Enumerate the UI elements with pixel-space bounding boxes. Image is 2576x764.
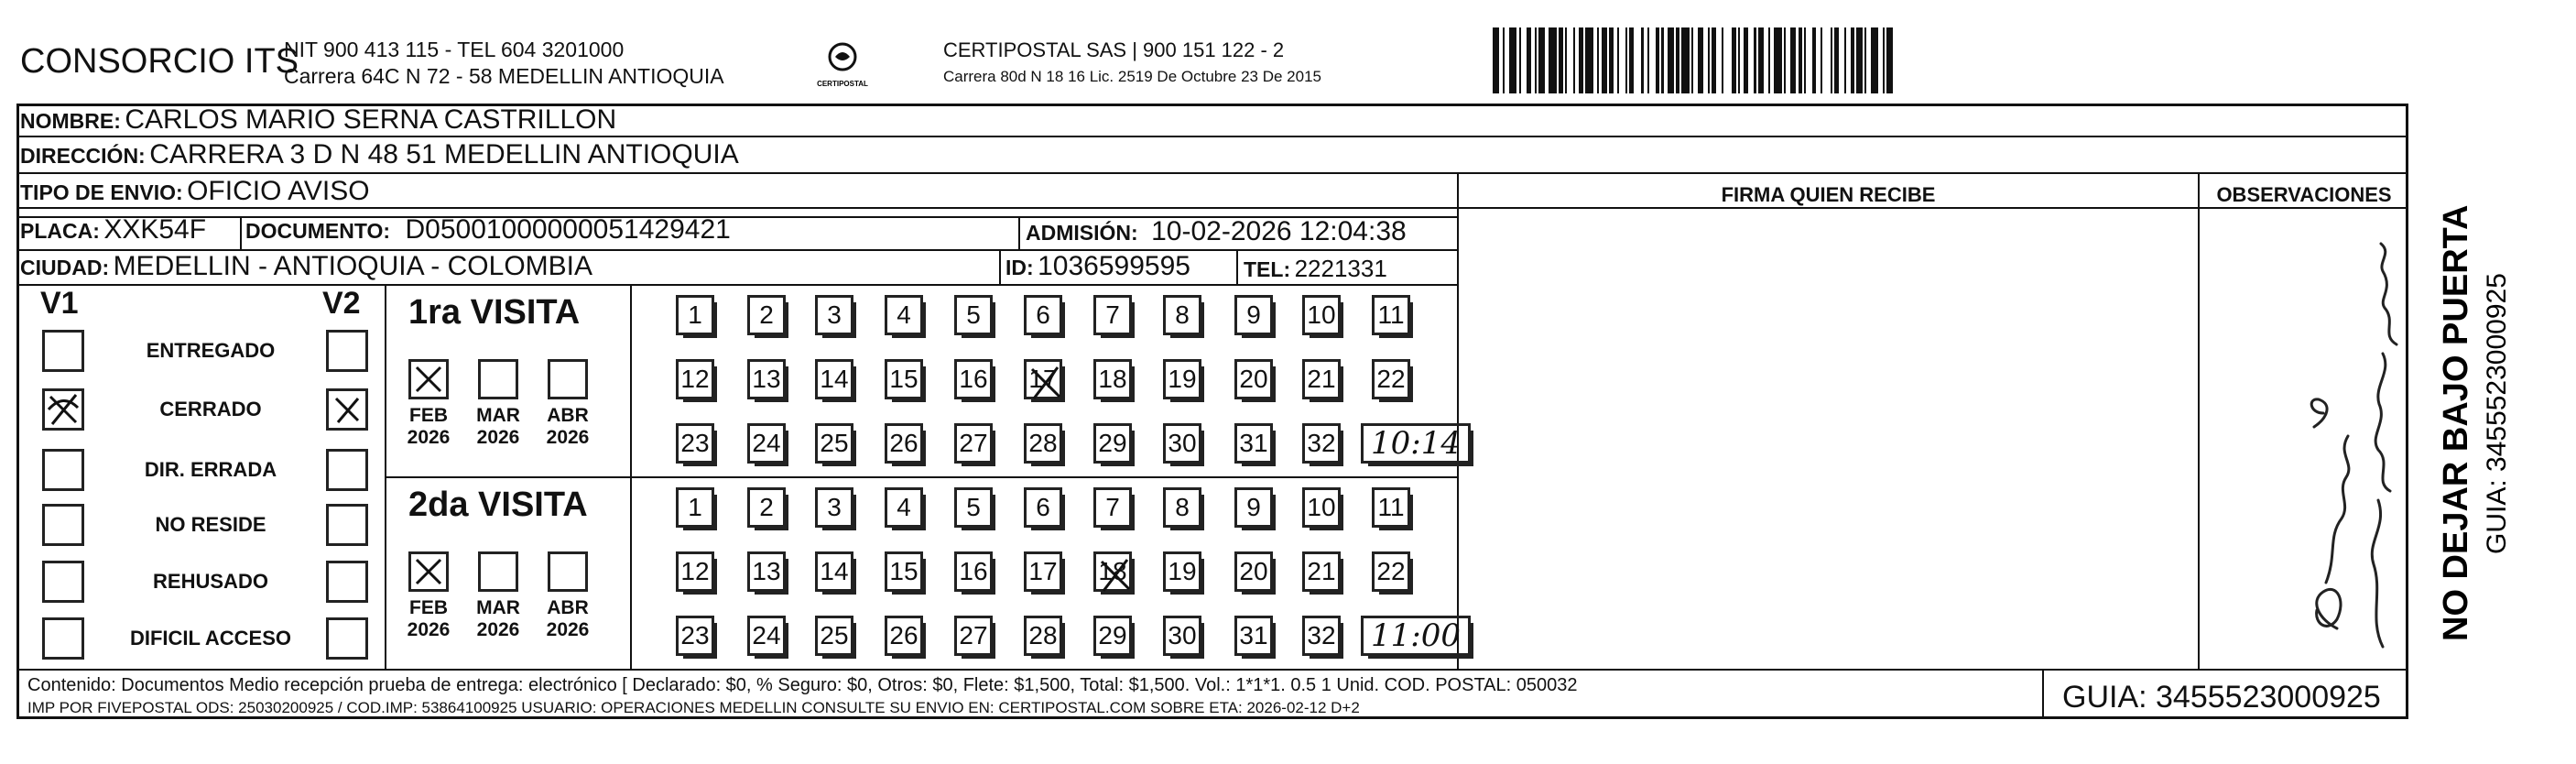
day-number: 23	[680, 429, 710, 457]
day-cell-22[interactable]	[1372, 359, 1410, 399]
day-cell-6[interactable]	[1024, 295, 1062, 335]
day-cell-28[interactable]	[1024, 423, 1062, 464]
month-name: MAR	[476, 405, 520, 426]
id-value: 1036599595	[1038, 251, 1190, 281]
v1-label: V1	[40, 286, 79, 321]
day-cell-14[interactable]	[815, 359, 853, 399]
month-checkbox-mar[interactable]	[478, 551, 518, 592]
company-address: Carrera 64C N 72 - 58 MEDELLIN ANTIOQUIA	[284, 64, 724, 88]
footer-contenido: Contenido: Documentos Medio recepción prueba de entrega: electrónico [ Declarado: $0, % Seguro: $0, Otros: $0, Flete: $1,500, Total: $1,500. Vol.: 1*1*1. 0.5 1 Unid. COD. POSTAL: 050032	[27, 675, 1578, 695]
day-number: 29	[1098, 621, 1127, 649]
day-cell-28[interactable]	[1024, 616, 1062, 656]
v2-checkbox-5[interactable]	[326, 561, 368, 603]
visit-time-2[interactable]	[1361, 616, 1471, 656]
day-cell-32[interactable]	[1302, 616, 1341, 656]
day-number: 1	[688, 300, 702, 329]
barcode-bar	[1856, 27, 1863, 93]
v2-checkbox-6[interactable]	[326, 617, 368, 660]
admision-row	[1026, 216, 1407, 247]
day-number: 28	[1028, 429, 1058, 457]
day-cell-10[interactable]	[1302, 487, 1341, 528]
nit-line: NIT 900 413 115 - TEL 604 3201000	[284, 38, 625, 61]
tel-label: TEL:	[1244, 257, 1291, 281]
day-cell-22[interactable]	[1372, 551, 1410, 592]
v1-checkbox-1[interactable]	[42, 330, 84, 372]
tipo-envio-label: TIPO DE ENVIO:	[20, 180, 183, 204]
day-cell-1[interactable]	[676, 487, 714, 528]
day-number: 28	[1028, 621, 1058, 649]
day-cell-17[interactable]	[1024, 551, 1062, 592]
placa-row	[20, 214, 206, 246]
v1-checkbox-6[interactable]	[42, 617, 84, 660]
day-cell-30[interactable]	[1163, 616, 1201, 656]
v1-checkbox-3[interactable]	[42, 449, 84, 491]
day-cell-25[interactable]	[815, 616, 853, 656]
status-label: NO RESIDE	[155, 513, 266, 536]
day-cell-27[interactable]	[954, 616, 993, 656]
day-number: 16	[959, 365, 988, 393]
direccion-label: DIRECCIÓN:	[20, 144, 146, 168]
day-number: 32	[1307, 621, 1336, 649]
day-number: 15	[889, 557, 918, 585]
barcode-bar	[1509, 27, 1517, 93]
day-number: 5	[966, 300, 981, 329]
day-number: 9	[1246, 300, 1261, 329]
day-number: 30	[1168, 621, 1197, 649]
day-number: 31	[1239, 429, 1268, 457]
day-number: 31	[1239, 621, 1268, 649]
status-label: REHUSADO	[153, 570, 268, 593]
status-label: DIR. ERRADA	[144, 458, 277, 481]
v2-label: V2	[322, 286, 361, 321]
day-cell-14[interactable]	[815, 551, 853, 592]
barcode-bar	[1790, 27, 1797, 93]
day-cell-8[interactable]	[1163, 295, 1201, 335]
v2-checkbox-2[interactable]	[326, 388, 368, 431]
certipostal-address: Carrera 80d N 18 16 Lic. 2519 De Octubre 23 De 2015	[943, 68, 1321, 85]
day-cell-11[interactable]	[1372, 487, 1410, 528]
month-year: 2026	[476, 427, 520, 448]
day-cell-20[interactable]	[1234, 359, 1273, 399]
month-year: 2026	[407, 619, 451, 640]
barcode-gap	[1893, 27, 1897, 93]
barcode-gap	[1723, 27, 1732, 93]
day-number: 6	[1036, 300, 1050, 329]
month-checkbox-mar[interactable]	[478, 359, 518, 399]
documento-label: DOCUMENTO:	[245, 219, 391, 243]
day-cell-2[interactable]	[747, 295, 786, 335]
id-label: ID:	[1005, 256, 1034, 279]
firma-header: FIRMA QUIEN RECIBE	[1721, 183, 1936, 206]
company-name: CONSORCIO ITS	[20, 42, 299, 81]
day-number: 30	[1168, 429, 1197, 457]
day-cell-13[interactable]	[747, 551, 786, 592]
day-mark	[1096, 554, 1135, 595]
barcode-gap	[1634, 27, 1642, 93]
side-guia: GUIA: 3455523000925	[2482, 273, 2512, 554]
day-number: 25	[820, 429, 849, 457]
day-cell-10[interactable]	[1302, 295, 1341, 335]
day-cell-31[interactable]	[1234, 616, 1273, 656]
barcode-bar	[1871, 27, 1879, 93]
day-number: 20	[1239, 365, 1268, 393]
day-number: 9	[1246, 493, 1261, 521]
barcode-bar	[1668, 27, 1674, 93]
visit-title-1: 1ra VISITA	[408, 293, 581, 332]
visit-time-value: 11:00	[1371, 617, 1461, 654]
tel-value: 2221331	[1294, 255, 1387, 282]
direccion-value: CARRERA 3 D N 48 51 MEDELLIN ANTIOQUIA	[149, 139, 739, 169]
observaciones-header: OBSERVACIONES	[2216, 183, 2392, 206]
v1-checkbox-5[interactable]	[42, 561, 84, 603]
v1-checkbox-4[interactable]	[42, 504, 84, 546]
day-number: 24	[752, 429, 781, 457]
documento-value: D05001000000051429421	[405, 214, 731, 245]
day-cell-17[interactable]	[1024, 359, 1062, 399]
status-label: ENTREGADO	[146, 339, 276, 362]
month-name: MAR	[476, 597, 520, 618]
day-cell-18[interactable]	[1093, 551, 1132, 592]
day-number: 14	[820, 365, 849, 393]
day-number: 32	[1307, 429, 1336, 457]
status-label: CERRADO	[159, 398, 262, 420]
day-number: 21	[1307, 365, 1336, 393]
day-number: 4	[897, 493, 911, 521]
observaciones-area	[2200, 216, 2408, 669]
day-number: 18	[1098, 557, 1127, 585]
day-number: 21	[1307, 557, 1336, 585]
barcode	[1493, 27, 2225, 93]
visit-time-1[interactable]	[1361, 423, 1471, 464]
day-cell-32[interactable]	[1302, 423, 1341, 464]
day-cell-26[interactable]	[885, 423, 923, 464]
barcode-bar	[1698, 27, 1704, 93]
day-number: 23	[680, 621, 710, 649]
day-cell-11[interactable]	[1372, 295, 1410, 335]
day-number: 7	[1105, 300, 1120, 329]
day-number: 27	[959, 429, 988, 457]
day-cell-16[interactable]	[954, 359, 993, 399]
ciudad-row	[20, 251, 592, 282]
day-cell-9[interactable]	[1234, 487, 1273, 528]
no-dejar-bajo-puerta: NO DEJAR BAJO PUERTA	[2437, 204, 2475, 641]
barcode-bar	[1886, 27, 1893, 93]
day-cell-18[interactable]	[1093, 359, 1132, 399]
day-cell-12[interactable]	[676, 359, 714, 399]
day-cell-19[interactable]	[1163, 359, 1201, 399]
day-number: 20	[1239, 557, 1268, 585]
nombre-label: NOMBRE:	[20, 109, 121, 133]
day-cell-5[interactable]	[954, 295, 993, 335]
month-checkbox-abr[interactable]	[548, 359, 588, 399]
day-cell-24[interactable]	[747, 423, 786, 464]
month-name: ABR	[547, 405, 589, 426]
month-checkbox-abr[interactable]	[548, 551, 588, 592]
day-cell-23[interactable]	[676, 616, 714, 656]
barcode-gap	[1716, 27, 1723, 93]
barcode-gap	[1806, 27, 1812, 93]
day-cell-5[interactable]	[954, 487, 993, 528]
day-cell-29[interactable]	[1093, 423, 1132, 464]
v2-checkbox-1[interactable]	[326, 330, 368, 372]
barcode-gap	[1521, 27, 1527, 93]
day-cell-6[interactable]	[1024, 487, 1062, 528]
day-cell-13[interactable]	[747, 359, 786, 399]
day-number: 7	[1105, 493, 1120, 521]
day-number: 16	[959, 557, 988, 585]
barcode-bar	[1681, 27, 1690, 93]
day-number: 3	[827, 300, 842, 329]
certipostal-info	[943, 37, 1321, 90]
day-number: 8	[1175, 300, 1190, 329]
barcode-gap	[1619, 27, 1625, 93]
month-label	[397, 405, 460, 449]
admision-value: 10-02-2026 12:04:38	[1151, 216, 1407, 246]
day-cell-27[interactable]	[954, 423, 993, 464]
day-number: 18	[1098, 365, 1127, 393]
tipo-envio-value: OFICIO AVISO	[187, 176, 370, 206]
month-label	[537, 405, 599, 449]
barcode-bar	[1585, 27, 1593, 93]
barcode-gap	[1748, 27, 1755, 93]
visit-title-2: 2da VISITA	[408, 486, 588, 524]
month-checkbox-feb[interactable]	[408, 551, 449, 592]
placa-label: PLACA:	[20, 219, 100, 243]
month-name: ABR	[547, 597, 589, 618]
month-label	[397, 597, 460, 641]
day-cell-3[interactable]	[815, 487, 853, 528]
side-panel	[2419, 133, 2538, 646]
v2-checkbox-4[interactable]	[326, 504, 368, 546]
day-mark	[1027, 362, 1065, 402]
day-number: 12	[680, 557, 710, 585]
day-number: 13	[752, 365, 781, 393]
day-cell-9[interactable]	[1234, 295, 1273, 335]
day-cell-3[interactable]	[815, 295, 853, 335]
day-cell-21[interactable]	[1302, 359, 1341, 399]
barcode-gap	[1567, 27, 1573, 93]
day-cell-31[interactable]	[1234, 423, 1273, 464]
day-number: 29	[1098, 429, 1127, 457]
month-label	[467, 597, 529, 641]
logo-text: CERTIPOSTAL	[817, 80, 868, 88]
day-number: 12	[680, 365, 710, 393]
barcode-bar	[1602, 27, 1608, 93]
day-number: 11	[1377, 300, 1405, 329]
status-label: DIFICIL ACCESO	[129, 627, 291, 649]
day-number: 27	[959, 621, 988, 649]
month-label	[537, 597, 599, 641]
day-number: 6	[1036, 493, 1050, 521]
month-name: FEB	[409, 405, 448, 426]
tel-row	[1244, 255, 1387, 283]
day-number: 17	[1028, 557, 1058, 585]
day-number: 4	[897, 300, 911, 329]
day-cell-30[interactable]	[1163, 423, 1201, 464]
documento-row	[245, 214, 731, 246]
day-number: 22	[1376, 557, 1406, 585]
day-number: 19	[1168, 365, 1197, 393]
day-number: 17	[1028, 365, 1058, 393]
day-number: 3	[827, 493, 842, 521]
barcode-gap	[1839, 27, 1845, 93]
barcode-bar	[1549, 27, 1557, 93]
day-cell-24[interactable]	[747, 616, 786, 656]
nombre-value: CARLOS MARIO SERNA CASTRILLON	[125, 104, 617, 135]
barcode-bar	[1758, 27, 1765, 93]
day-cell-4[interactable]	[885, 487, 923, 528]
day-cell-20[interactable]	[1234, 551, 1273, 592]
day-number: 19	[1168, 557, 1197, 585]
day-number: 26	[889, 429, 918, 457]
day-cell-4[interactable]	[885, 295, 923, 335]
day-cell-1[interactable]	[676, 295, 714, 335]
placa-value: XXK54F	[103, 214, 207, 245]
barcode-gap	[1822, 27, 1831, 93]
direccion-row	[20, 139, 739, 170]
day-number: 5	[966, 493, 981, 521]
day-number: 22	[1376, 365, 1406, 393]
day-cell-2[interactable]	[747, 487, 786, 528]
ciudad-value: MEDELLIN - ANTIOQUIA - COLOMBIA	[113, 251, 592, 281]
day-cell-16[interactable]	[954, 551, 993, 592]
day-number: 8	[1175, 493, 1190, 521]
certipostal-logo	[815, 37, 870, 92]
barcode-bar	[1538, 27, 1545, 93]
month-checkbox-feb[interactable]	[408, 359, 449, 399]
day-number: 25	[820, 621, 849, 649]
admision-label: ADMISIÓN:	[1026, 221, 1138, 245]
day-number: 1	[688, 493, 702, 521]
day-number: 14	[820, 557, 849, 585]
month-year: 2026	[476, 619, 520, 640]
footer-guia: GUIA: 3455523000925	[2062, 680, 2381, 715]
id-row	[1005, 251, 1190, 282]
month-year: 2026	[546, 427, 590, 448]
day-cell-15[interactable]	[885, 359, 923, 399]
day-cell-29[interactable]	[1093, 616, 1132, 656]
certipostal-line: CERTIPOSTAL SAS | 900 151 122 - 2	[943, 38, 1285, 61]
day-cell-26[interactable]	[885, 616, 923, 656]
day-cell-23[interactable]	[676, 423, 714, 464]
day-number: 10	[1307, 300, 1336, 329]
day-cell-8[interactable]	[1163, 487, 1201, 528]
day-number: 2	[759, 493, 774, 521]
visit-time-value: 10:14	[1371, 425, 1461, 462]
day-number: 15	[889, 365, 918, 393]
day-number: 26	[889, 621, 918, 649]
day-cell-7[interactable]	[1093, 295, 1132, 335]
v2-checkbox-3[interactable]	[326, 449, 368, 491]
barcode-bar	[1774, 27, 1782, 93]
day-cell-21[interactable]	[1302, 551, 1341, 592]
day-cell-7[interactable]	[1093, 487, 1132, 528]
barcode-bar	[1493, 27, 1499, 93]
day-number: 24	[752, 621, 781, 649]
nombre-row	[20, 104, 616, 136]
barcode-gap	[1649, 27, 1656, 93]
day-cell-12[interactable]	[676, 551, 714, 592]
day-number: 10	[1307, 493, 1336, 521]
ciudad-label: CIUDAD:	[20, 256, 110, 279]
month-year: 2026	[546, 619, 590, 640]
month-name: FEB	[409, 597, 448, 618]
day-cell-19[interactable]	[1163, 551, 1201, 592]
tipo-envio-row	[20, 176, 370, 207]
day-cell-25[interactable]	[815, 423, 853, 464]
v1-checkbox-2[interactable]	[42, 388, 84, 431]
day-cell-15[interactable]	[885, 551, 923, 592]
day-number: 11	[1377, 493, 1405, 521]
month-year: 2026	[407, 427, 451, 448]
day-number: 13	[752, 557, 781, 585]
day-number: 2	[759, 300, 774, 329]
company-info	[284, 37, 724, 90]
month-label	[467, 405, 529, 449]
footer-imp: IMP POR FIVEPOSTAL ODS: 25030200925 / COD.IMP: 53864100925 USUARIO: OPERACIONES MEDELLIN CONSULTE SU ENVIO EN: CERTIPOSTAL.COM SOBRE ETA: 2026-02-12 D+2	[27, 699, 1360, 716]
